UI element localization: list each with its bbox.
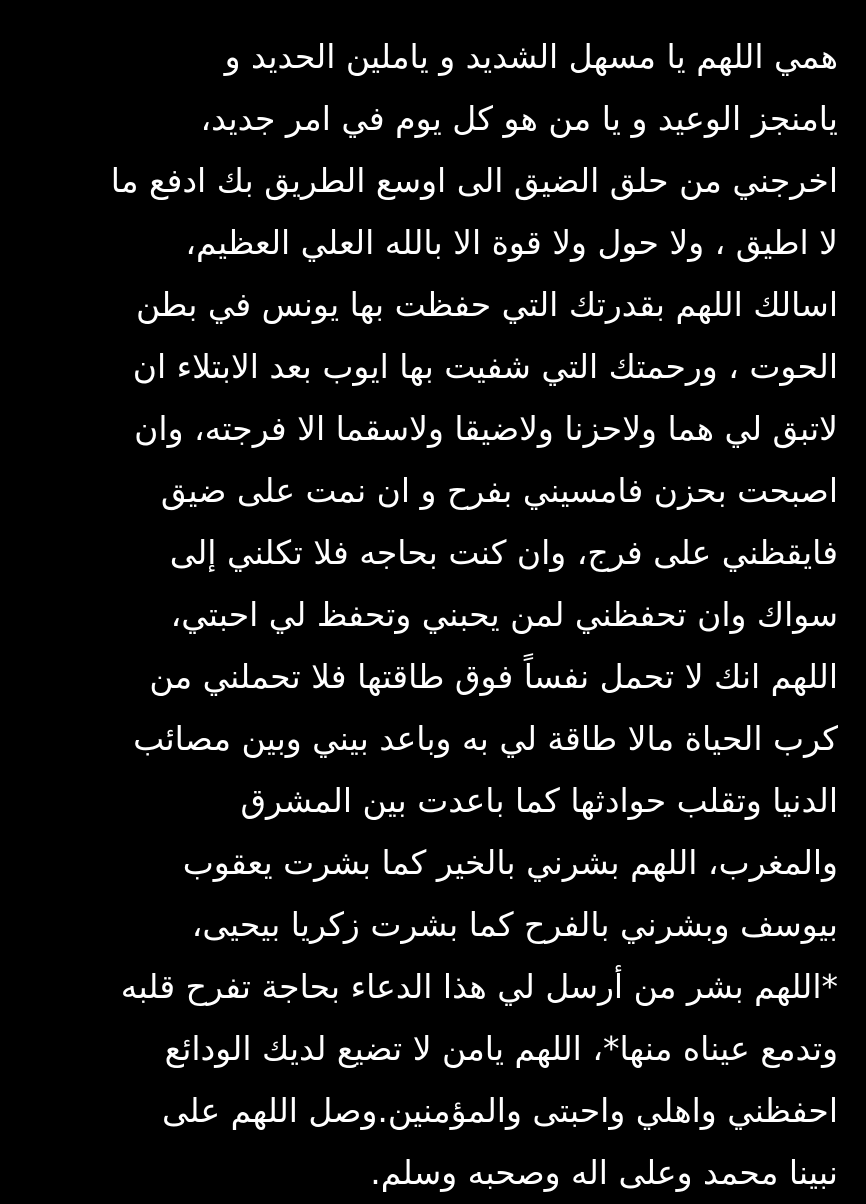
text-line-1: همي اللهم يا مسهل الشديد و ياملين الحديد و	[224, 37, 838, 76]
prayer-text-block	[18, 26, 838, 1204]
text-line-19: نبينا محمد وعلى اله وصحبه وسلم.	[370, 1153, 838, 1192]
text-line-17: وتدمع عيناه منها*، اللهم يامن لا تضيع لديك الودائع	[164, 1029, 838, 1068]
text-line-18: احفظني واهلي واحبتى والمؤمنين.وصل اللهم على	[162, 1091, 838, 1130]
text-line-9: فايقظني على فرج، وان كنت بحاجه فلا تكلني إلى	[169, 533, 838, 572]
text-line-16: *اللهم بشر من أرسل لي هذا الدعاء بحاجة تفرح قلبه	[120, 967, 838, 1006]
text-line-6: الحوت ، ورحمتك التي شفيت بها ايوب بعد الابتلاء ان	[132, 347, 838, 386]
text-line-5: اسالك اللهم بقدرتك التي حفظت بها يونس في بطن	[136, 285, 838, 324]
text-line-2: يامنجز الوعيد و يا من هو كل يوم في امر جديد،	[200, 99, 838, 138]
text-line-3: اخرجني من حلق الضيق الى اوسع الطريق بك ادفع ما	[110, 161, 838, 200]
text-line-12: كرب الحياة مالا طاقة لي به وباعد بيني وبين مصائب	[133, 719, 838, 758]
text-line-4: لا اطيق ، ولا حول ولا قوة الا بالله العلي العظيم،	[185, 223, 838, 262]
text-line-8: اصبحت بحزن فامسيني بفرح و ان نمت على ضيق	[160, 471, 838, 510]
text-line-13: الدنيا وتقلب حوادثها كما باعدت بين المشرق	[240, 781, 838, 820]
text-line-10: سواك وان تحفظني لمن يحبني وتحفظ لي احبتي،	[170, 595, 838, 634]
text-line-14: والمغرب، اللهم بشرني بالخير كما بشرت يعقوب	[182, 843, 838, 882]
text-line-11: اللهم انك لا تحمل نفساً فوق طاقتها فلا تحملني من	[149, 657, 838, 696]
text-line-7: لاتبق لي هما ولاحزنا ولاضيقا ولاسقما الا فرجته، وان	[134, 409, 838, 448]
text-line-15: بيوسف وبشرني بالفرح كما بشرت زكريا بيحيى،	[191, 905, 838, 944]
